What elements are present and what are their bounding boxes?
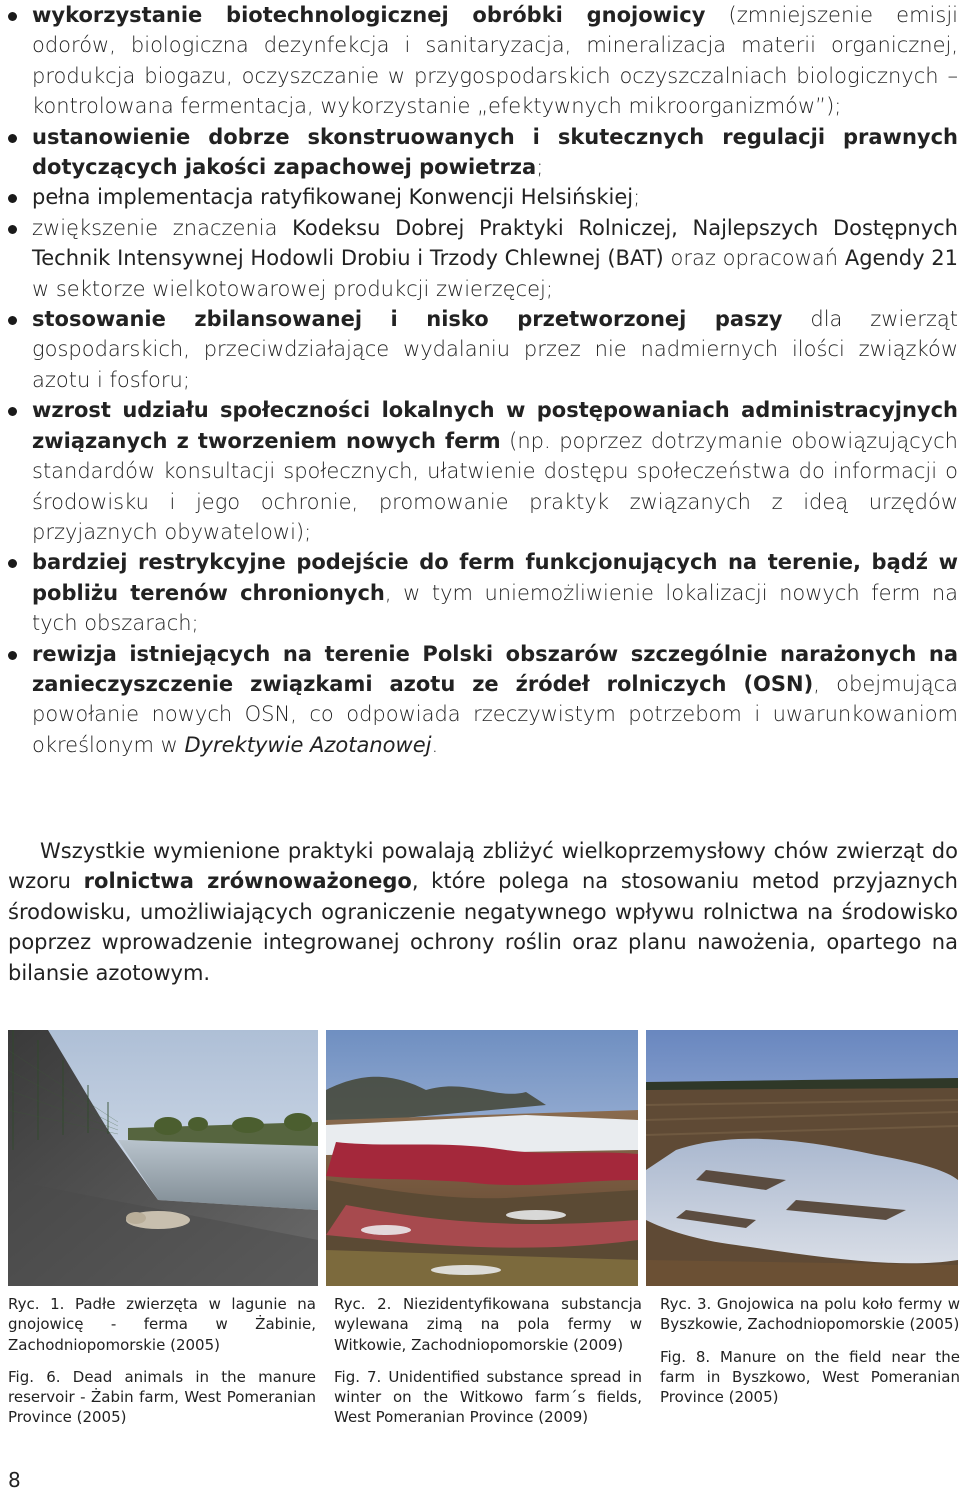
bullet-dot-icon [8, 194, 17, 203]
caption-column-2 [334, 1294, 642, 1440]
bullet-dot-icon [8, 12, 17, 21]
bullet-text: ; [633, 185, 641, 210]
bullet-item [8, 395, 958, 547]
bullet-item [8, 0, 958, 122]
bullet-dot-icon [8, 225, 17, 234]
bullet-dot-icon [8, 134, 17, 143]
bullet-lead: wzrost udziału społeczności lokalnych w postępowaniach administracyjnych związanych z tworzeniem nowych ferm [32, 398, 958, 453]
bullet-dot-icon [8, 651, 17, 660]
bullet-text: (np. poprzez dotrzymanie obowiązujących standardów konsultacji społecznych, ułatwienie dostępu społeczeństwa do informacji o środowisku i jego ochronie, promowanie praktyk związanych z ideą urzędów przyjaznych obywatelowi); [32, 428, 958, 544]
bullet-text: dla zwierząt gospodarskich, przeciwdziałające wydalaniu przez nie nadmiernych ilości związków azotu i fosforu; [32, 307, 958, 392]
bullet-text: , w tym uniemożliwienie lokalizacji nowych ferm na tych obszarach; [32, 580, 958, 636]
paragraph-bold-term: rolnictwa zrównoważonego [83, 869, 412, 894]
bullet-italic-term: Dyrektywie Azotanowej [184, 732, 432, 757]
caption-column-1 [8, 1294, 316, 1440]
paragraph-text: , które polega na stosowaniu metod przyjaznych środowisku, umożliwiających ograniczenie negatywnego wpływu rolnictwa na środowisko poprzez wprowadzenie integrowanej ochrony roślin oraz planu nawożenia, opartego na bilansie azotowym. [8, 869, 958, 985]
caption-polish: Ryc. 2. Niezidentyfikowana substancja wylewana zimą na pola fermy w Witkowie, Zachodniopomorskie (2009) [334, 1295, 642, 1354]
bullet-text: ; [536, 155, 544, 180]
red-field-photo [326, 1030, 638, 1286]
bullet-bold-term: Kodeksu Dobrej Praktyki Rolniczej, Najlepszych Dostępnych Technik Intensywnej Hodowli Drobiu i Trzody Chlewnej (BAT) [32, 215, 958, 271]
caption-polish: Ryc. 1. Padłe zwierzęta w lagunie na gnojowicę - ferma w Żabinie, Zachodniopomorskie (2005) [8, 1295, 316, 1354]
summary-paragraph [8, 836, 958, 988]
bullet-item [8, 182, 958, 212]
page-number: 8 [8, 1468, 21, 1492]
bullet-dot-icon [8, 407, 17, 416]
bullet-text: , obejmująca powołanie nowych OSN, co odpowiada rzeczywistym potrzebom i uwarunkowaniom określonym w [32, 671, 958, 757]
paragraph-text: Wszystkie wymienione praktyki powalają zbliżyć wielkoprzemysłowy chów zwierząt do wzoru [8, 839, 958, 894]
caption-polish: Ryc. 3. Gnojowica na polu koło fermy w Byszkowie, Zachodniopomorskie (2005) [660, 1295, 960, 1334]
bullet-text: w sektorze wielkotowarowej produkcji zwierzęcej; [32, 276, 553, 301]
bullet-dot-icon [8, 316, 17, 325]
flooded-field-photo-icon [646, 1030, 958, 1286]
bullet-list [8, 0, 958, 760]
bullet-lead: ustanowienie dobrze skonstruowanych i skutecznych regulacji prawnych dotyczących jakości zapachowej powietrza [32, 124, 958, 180]
bullet-lead: bardziej restrykcyjne podejście do ferm funkcjonujących na terenie, bądź w pobliżu terenów chronionych [32, 550, 958, 605]
lagoon-photo [8, 1030, 318, 1286]
lagoon-photo-icon [8, 1030, 318, 1286]
bullet-item [8, 122, 958, 183]
bullet-lead: rewizja istniejących na terenie Polski obszarów szczególnie narażonych na zanieczyszczenie związkami azotu ze źródeł rolniczych (OSN) [32, 641, 958, 696]
bullet-item [8, 304, 958, 395]
caption-english: Fig. 6. Dead animals in the manure reservoir - Żabin farm, West Pomeranian Province (2005) [8, 1367, 316, 1427]
bullet-dot-icon [8, 559, 17, 568]
bullet-text: oraz opracowań [663, 246, 845, 271]
bullet-text: (zmniejszenie emisji odorów, biologiczna dezynfekcja i sanitaryzacja, mineralizacja materii organicznej, produkcja biogazu, oczyszczanie w przygospodarskich oczyszczalniach biologicznych – kontrolowana fermentacja, wykorzystanie „efektywnych mikroorganizmów”); [32, 3, 958, 119]
bullet-item [8, 547, 958, 638]
bullet-text: . [431, 732, 439, 757]
bullet-lead: pełna implementacja ratyfikowanej Konwencji Helsińskiej [32, 185, 634, 210]
bullet-item [8, 213, 958, 304]
red-field-photo-icon [326, 1030, 638, 1286]
caption-english: Fig. 8. Manure on the field near the farm in Byszkowo, West Pomeranian Province (2005) [660, 1347, 960, 1407]
caption-english: Fig. 7. Unidentified substance spread in winter on the Witkowo farm´s fields, West Pomeranian Province (2009) [334, 1367, 642, 1427]
bullet-lead: wykorzystanie biotechnologicznej obróbki gnojowicy [32, 3, 706, 27]
bullet-bold-term: Agendy 21 [844, 246, 958, 271]
bullet-lead: stosowanie zbilansowanej i nisko przetworzonej paszy [32, 307, 783, 332]
bullet-text: zwiększenie znaczenia [32, 215, 293, 240]
caption-column-3 [660, 1294, 960, 1419]
flooded-field-photo [646, 1030, 958, 1286]
bullet-item [8, 639, 958, 761]
